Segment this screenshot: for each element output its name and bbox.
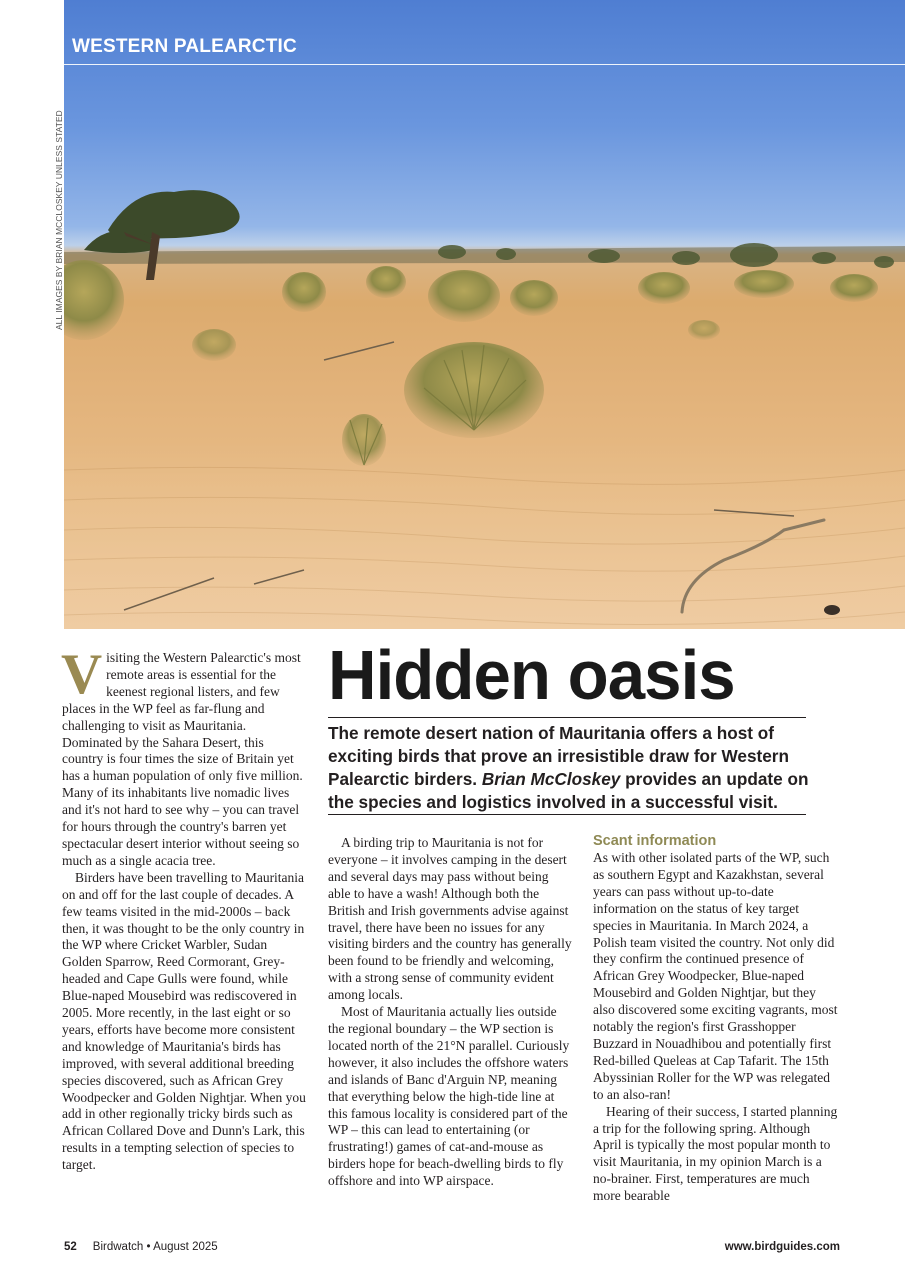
publication-info: Birdwatch • August 2025	[92, 1241, 218, 1253]
photo-credit: ALL IMAGES BY BRIAN MCCLOSKEY UNLESS STATED	[54, 110, 64, 330]
standfirst-text: The remote desert nation of Mauritania offers a host of exciting birds that prove an irresistible draw for Western Palearctic birders.	[328, 723, 789, 789]
paragraph: Birders have been travelling to Mauritania on and off for the last couple of decades. A few teams visited in the mid-2000s – back then, it was thought to be the only country in the WP where Cricket Warbler, Sudan Golden Sparrow, Reed Cormorant, Grey-headed and Cape Gulls were found, while Blue-naped Mousebird was rediscovered in 2005. More recently, in the last eight or so years, efforts have become more consistent and knowledge of Mauritania's birds has improved, with several additional breeding species discovered, such as African Grey Woodpecker and Golden Nightjar. When you add in other regionally tricky birds such as African Collared Dove and Dunn's Lark, this results in a tempting selection of species to target.	[62, 869, 306, 1173]
standfirst-text-end: provides an update on the species and logistics involved in a successful visit.	[328, 769, 809, 812]
article-headline: Hidden oasis	[328, 636, 735, 714]
section-label-rule	[64, 64, 905, 65]
standfirst-top-rule	[328, 717, 806, 718]
paragraph	[61, 643, 306, 870]
page-number: 52	[64, 1241, 77, 1253]
page-footer-left	[64, 1241, 218, 1253]
article-column-2	[328, 835, 572, 1190]
paragraph-text: isiting the Western Palearctic's most remote areas is essential for the keenest regional listers, and few places in the WP feel as far-flung and challenging to visit as Mauritania. Dominated by the Sahara Desert, this country is four times the size of Britain yet has a human population of only five million. Many of its inhabitants live nomadic lives and it's not hard to see why – you can travel for hours through the country's barren yet spectacular desert interior without seeing so much as a single acacia tree.	[62, 650, 303, 868]
paragraph: A birding trip to Mauritania is not for everyone – it involves camping in the desert and several days may pass without being able to have a wash! Although both the British and Irish governments advise against travel, there have been no issues for any visiting birders and the country has generally been found to be friendly and welcoming, with a strong sense of community evident among locals.	[328, 835, 572, 1003]
drop-cap: V	[61, 643, 103, 706]
website-url: www.birdguides.com	[724, 1241, 840, 1253]
desert-landscape-illustration	[64, 0, 905, 629]
article-standfirst	[328, 722, 828, 814]
acacia-tree	[84, 190, 240, 280]
hero-photo	[64, 0, 905, 629]
paragraph: Most of Mauritania actually lies outside the regional boundary – the WP section is located north of the 21°N parallel. Curiously however, it also includes the offshore waters and islands of Banc d'Arguin NP, meaning that everything below the high-tide line at this famous locality is considered part of the WP – this can lead to entertaining (or frustrating!) games of cat-and-mouse as birders hope for beach-dwelling birds to fly offshore and into WP airspace.	[328, 1004, 570, 1189]
standfirst-bottom-rule	[328, 814, 806, 815]
paragraph: Hearing of their success, I started planning a trip for the following spring. Although April is typically the most popular month to visit Mauritania, in my opinion March is a no-brainer. First, temperatures are much more bearable	[593, 1103, 838, 1204]
article-column-1	[61, 643, 306, 1174]
section-subhead: Scant information	[593, 833, 717, 849]
section-label: WESTERN PALEARCTIC	[72, 36, 297, 57]
author-name: Brian McCloskey	[481, 769, 621, 789]
article-column-3	[593, 833, 839, 1205]
paragraph: As with other isolated parts of the WP, such as southern Egypt and Kazakhstan, several years can pass without up-to-date information on the status of key target species in Mauritania. In March 2024, a Polish team visited the country. Not only did they confirm the continued presence of African Grey Woodpecker, Blue-naped Mousebird and Golden Nightjar, but they also discovered some exciting vagrants, most notably the region's first Grasshopper Buzzard in Nouadhibou and potentially first Red-billed Queleas at Cap Tafarit. The 15th Abyssinian Roller for the WP was relegated to an also-ran!	[593, 850, 838, 1102]
